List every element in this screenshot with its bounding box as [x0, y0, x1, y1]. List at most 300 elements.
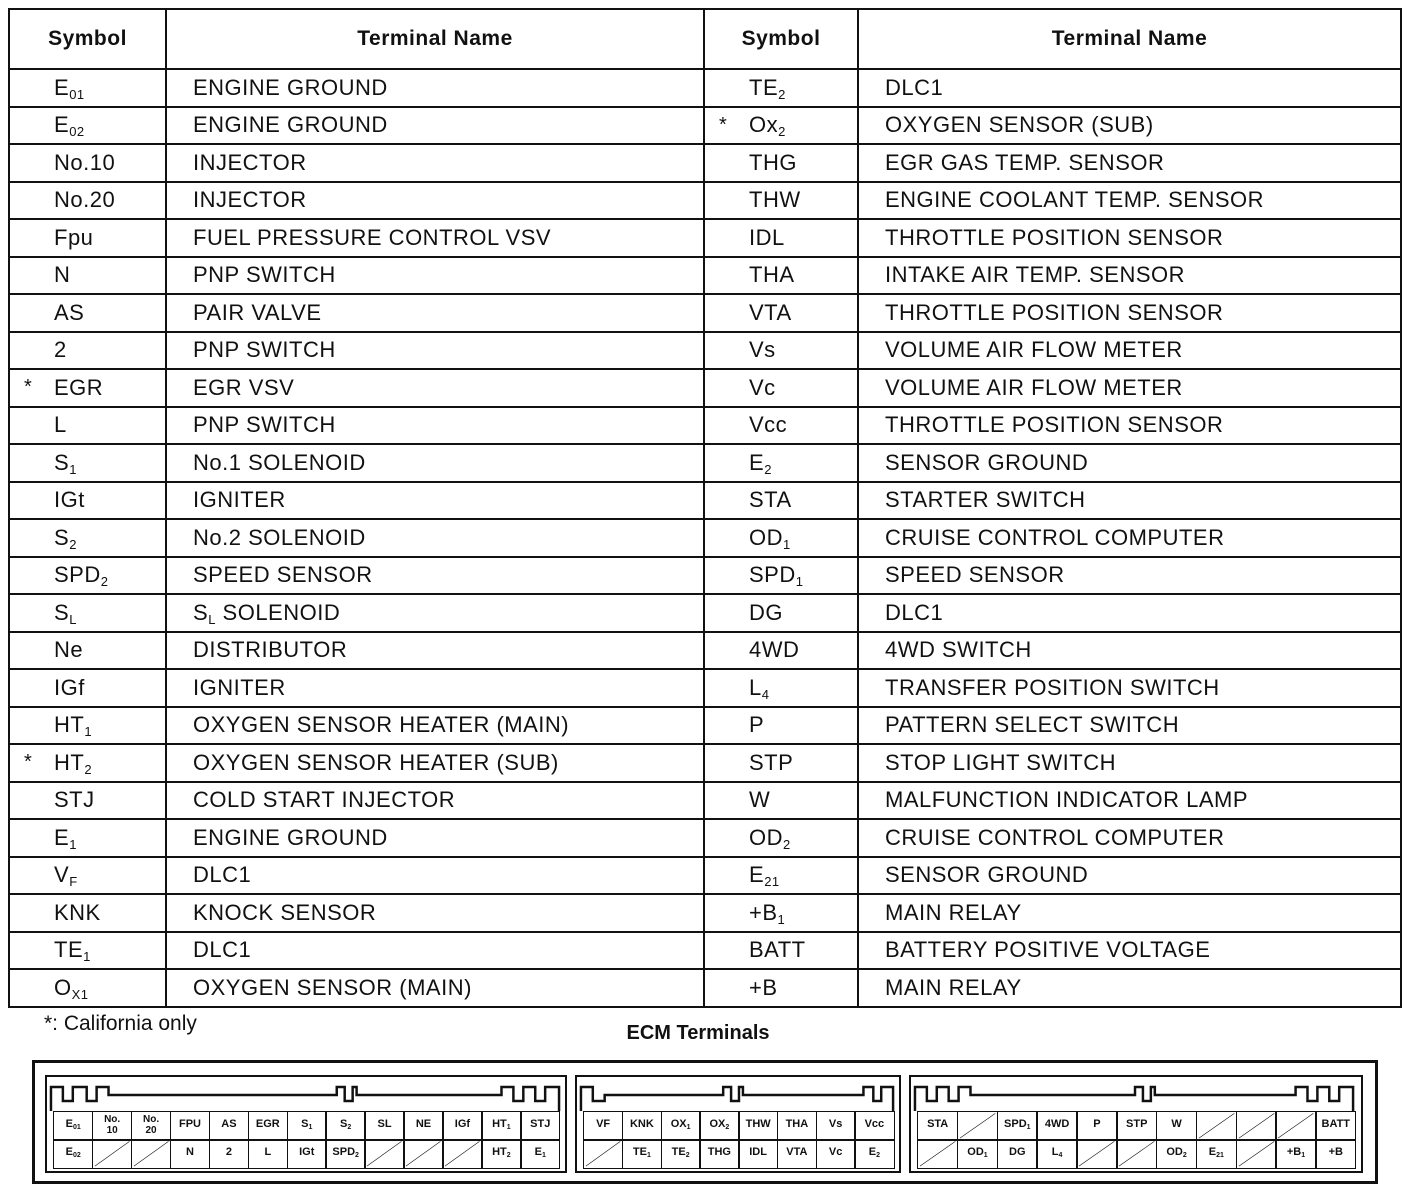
- symbol-text: S: [54, 599, 70, 625]
- terminal-label-subscript: 1: [983, 1152, 988, 1159]
- terminal-name-cell: INTAKE AIR TEMP. SENSOR: [858, 257, 1401, 295]
- terminal-name-cell: DLC1: [858, 594, 1401, 632]
- terminal-cell: [661, 1111, 701, 1141]
- symbol-subscript: 1: [777, 911, 786, 927]
- terminal-name-cell: KNOCK SENSOR: [166, 894, 704, 932]
- table-row: [9, 257, 1401, 295]
- symbol-subscript: 1: [795, 574, 804, 590]
- terminal-name-cell: VOLUME AIR FLOW METER: [858, 332, 1401, 370]
- symbol-cell: [9, 257, 166, 295]
- terminal-cell: [481, 1139, 521, 1169]
- connector-key-outline: [911, 1077, 1361, 1113]
- unused-slash-icon: [1237, 1112, 1276, 1140]
- header-terminal-name-right: Terminal Name: [858, 9, 1401, 69]
- terminal-label: Vs: [828, 1118, 843, 1130]
- terminal-cell: [287, 1111, 327, 1141]
- symbol-subscript: 1: [69, 836, 77, 852]
- symbol-text: E: [54, 824, 70, 850]
- unused-terminal-cell: [1076, 1139, 1117, 1169]
- symbol-text: Vc: [749, 374, 776, 400]
- symbol-text: STA: [749, 487, 792, 513]
- terminal-label: S: [340, 1118, 348, 1130]
- terminal-label: No.: [143, 1114, 160, 1125]
- symbol-text: HT: [54, 712, 85, 738]
- connector-top-row: [583, 1111, 893, 1139]
- terminal-name-cell: MALFUNCTION INDICATOR LAMP: [858, 782, 1401, 820]
- symbol-text: DG: [749, 599, 783, 625]
- terminal-label: STP: [1126, 1118, 1148, 1130]
- symbol-cell: [9, 332, 166, 370]
- terminal-cell: [520, 1111, 560, 1141]
- terminal-label: 2: [225, 1146, 232, 1158]
- terminal-cell: [997, 1139, 1038, 1169]
- symbol-subscript: 02: [69, 124, 85, 140]
- table-row: [9, 819, 1401, 857]
- terminal-cell: [917, 1111, 958, 1141]
- table-row: [9, 294, 1401, 332]
- terminal-name-cell: PNP SWITCH: [166, 257, 704, 295]
- terminal-label: THA: [785, 1118, 809, 1130]
- terminal-label-line2: 20: [145, 1125, 157, 1136]
- terminal-cell: [816, 1139, 856, 1169]
- terminal-label: +B: [1328, 1146, 1343, 1158]
- unused-slash-icon: [443, 1140, 481, 1168]
- table-row: [9, 69, 1401, 107]
- terminal-name-cell: STOP LIGHT SWITCH: [858, 744, 1401, 782]
- name-text: SOLENOID: [215, 599, 341, 625]
- terminal-label: E: [1208, 1146, 1217, 1158]
- terminal-cell: [1156, 1139, 1197, 1169]
- terminal-cell: [170, 1139, 210, 1169]
- symbol-cell: [9, 894, 166, 932]
- terminal-label: FPU: [178, 1118, 201, 1130]
- terminal-label: E: [65, 1146, 73, 1158]
- symbol-text: OD: [749, 524, 783, 550]
- terminal-label: IGf: [454, 1118, 471, 1130]
- symbol-cell: [9, 632, 166, 670]
- unused-slash-icon: [1077, 1140, 1116, 1168]
- terminal-label-subscript: 1: [308, 1124, 313, 1131]
- symbol-cell: [9, 444, 166, 482]
- terminal-cell: [53, 1111, 93, 1141]
- symbol-text: SPD: [54, 562, 101, 588]
- terminal-name-cell: DLC1: [166, 857, 704, 895]
- symbol-cell: [704, 107, 858, 145]
- symbol-cell: [9, 144, 166, 182]
- california-only-marker: *: [24, 751, 33, 773]
- unused-slash-icon: [404, 1140, 442, 1168]
- terminal-label: HT: [492, 1146, 507, 1158]
- terminal-cell: [738, 1139, 778, 1169]
- terminal-label: E: [868, 1146, 877, 1158]
- terminal-label: VTA: [786, 1146, 808, 1158]
- terminal-label: OD: [967, 1146, 984, 1158]
- symbol-text: IGf: [54, 674, 85, 700]
- symbol-cell: [9, 107, 166, 145]
- table-row: [9, 669, 1401, 707]
- terminal-cell: [209, 1139, 249, 1169]
- symbol-text: THG: [749, 149, 797, 175]
- symbol-cell: [9, 219, 166, 257]
- terminal-label: P: [1093, 1118, 1101, 1130]
- unused-slash-icon: [1197, 1112, 1236, 1140]
- terminal-name-cell: IGNITER: [166, 482, 704, 520]
- symbol-cell: [704, 857, 858, 895]
- terminal-cell: [997, 1111, 1038, 1141]
- symbol-text: No.20: [54, 187, 116, 213]
- terminal-name-cell: PNP SWITCH: [166, 332, 704, 370]
- terminal-cell: [777, 1111, 817, 1141]
- symbol-subscript: 2: [764, 461, 772, 477]
- symbol-text: No.10: [54, 149, 116, 175]
- symbol-text: IDL: [749, 224, 785, 250]
- terminal-cell: [1036, 1139, 1077, 1169]
- symbol-cell: [704, 294, 858, 332]
- connector-key-shape: [577, 1077, 899, 1113]
- terminal-label: THG: [707, 1146, 731, 1158]
- ecm-connector-diagram: [32, 1060, 1378, 1184]
- symbol-cell: [704, 482, 858, 520]
- symbol-cell: [704, 257, 858, 295]
- symbol-cell: [9, 669, 166, 707]
- terminal-label-subscript: 1: [1301, 1152, 1306, 1159]
- unused-terminal-cell: [403, 1139, 443, 1169]
- symbol-text: O: [54, 974, 72, 1000]
- terminal-name-cell: FUEL PRESSURE CONTROL VSV: [166, 219, 704, 257]
- terminal-label: KNK: [629, 1118, 654, 1130]
- terminal-label: Vc: [828, 1146, 843, 1158]
- symbol-text: THW: [749, 187, 801, 213]
- terminal-label-subscript: 2: [685, 1152, 690, 1159]
- terminal-label: AS: [221, 1118, 237, 1130]
- symbol-cell: [704, 369, 858, 407]
- symbol-text: EGR: [54, 374, 104, 400]
- symbol-text: S: [193, 599, 209, 625]
- terminal-name-cell: CRUISE CONTROL COMPUTER: [858, 519, 1401, 557]
- terminal-label: OX: [709, 1118, 726, 1130]
- symbol-cell: [704, 744, 858, 782]
- terminal-label-subscript: 1: [541, 1152, 546, 1159]
- symbol-subscript: 1: [69, 461, 77, 477]
- symbol-subscript: X1: [71, 986, 89, 1002]
- terminal-cell: [403, 1111, 443, 1141]
- terminal-name-cell: ENGINE COOLANT TEMP. SENSOR: [858, 182, 1401, 220]
- table-row: [9, 857, 1401, 895]
- terminal-label: W: [1171, 1118, 1182, 1130]
- header-symbol-left: Symbol: [9, 9, 166, 69]
- unused-slash-icon: [918, 1140, 957, 1168]
- connector-cells: [583, 1111, 893, 1167]
- symbol-text: STP: [749, 749, 794, 775]
- unused-slash-icon: [1117, 1140, 1156, 1168]
- connector-bottom-row: [53, 1139, 559, 1167]
- symbol-text: +B: [749, 899, 778, 925]
- terminal-label: L: [1051, 1146, 1059, 1158]
- terminal-cell: [442, 1111, 482, 1141]
- symbol-cell: [704, 932, 858, 970]
- terminal-name-cell: EGR GAS TEMP. SENSOR: [858, 144, 1401, 182]
- symbol-cell: [9, 294, 166, 332]
- terminal-cell: [481, 1111, 521, 1141]
- unused-terminal-cell: [1236, 1111, 1277, 1141]
- header-symbol-right: Symbol: [704, 9, 858, 69]
- symbol-cell: [704, 707, 858, 745]
- unused-terminal-cell: [583, 1139, 623, 1169]
- symbol-text: P: [749, 712, 765, 738]
- connector-block-a: [45, 1075, 567, 1173]
- terminal-cell: [622, 1111, 662, 1141]
- symbol-cell: [9, 744, 166, 782]
- terminal-cell: [1076, 1111, 1117, 1141]
- terminal-name-cell: ENGINE GROUND: [166, 69, 704, 107]
- table-row: [9, 632, 1401, 670]
- symbol-cell: [9, 182, 166, 220]
- terminal-cell: [170, 1111, 210, 1141]
- symbol-text: L: [749, 674, 762, 700]
- terminal-cell: [1116, 1111, 1157, 1141]
- terminal-label: Vcc: [864, 1118, 885, 1130]
- symbol-cell: [9, 819, 166, 857]
- terminal-label: SL: [377, 1118, 392, 1130]
- symbol-text: Ox: [749, 112, 779, 138]
- terminal-name-cell: PATTERN SELECT SWITCH: [858, 707, 1401, 745]
- terminal-cell: [738, 1111, 778, 1141]
- terminal-name-cell: OXYGEN SENSOR (SUB): [858, 107, 1401, 145]
- terminal-label: +B: [1286, 1146, 1302, 1158]
- symbol-cell: [704, 332, 858, 370]
- terminal-name-cell: CRUISE CONTROL COMPUTER: [858, 819, 1401, 857]
- connector-top-row: [53, 1111, 559, 1139]
- symbol-cell: [704, 444, 858, 482]
- symbol-text: E: [749, 449, 765, 475]
- symbol-cell: [9, 69, 166, 107]
- symbol-text: E: [54, 74, 70, 100]
- symbol-subscript: 2: [84, 761, 93, 777]
- unused-terminal-cell: [917, 1139, 958, 1169]
- unused-terminal-cell: [442, 1139, 482, 1169]
- symbol-cell: [9, 707, 166, 745]
- terminal-cell: [131, 1111, 171, 1141]
- symbol-text: VTA: [749, 299, 792, 325]
- terminal-name-cell: SPEED SENSOR: [166, 557, 704, 595]
- terminal-cell: [699, 1139, 739, 1169]
- terminal-name-cell: SENSOR GROUND: [858, 857, 1401, 895]
- unused-terminal-cell: [1196, 1111, 1237, 1141]
- symbol-subscript: 1: [84, 724, 93, 740]
- symbol-cell: [704, 632, 858, 670]
- connector-key-shape: [47, 1077, 565, 1113]
- terminal-label: N: [186, 1146, 194, 1158]
- terminal-label-subscript: 2: [876, 1152, 880, 1159]
- terminal-label-subscript: 1: [1026, 1124, 1031, 1131]
- california-only-marker: *: [719, 113, 728, 136]
- terminal-cell: [248, 1111, 288, 1141]
- symbol-text: TE: [749, 74, 779, 100]
- table-row: [9, 594, 1401, 632]
- terminal-name-cell: MAIN RELAY: [858, 969, 1401, 1007]
- table-row: [9, 782, 1401, 820]
- terminal-cell: [325, 1139, 365, 1169]
- terminal-cell: [583, 1111, 623, 1141]
- terminal-label: 4WD: [1044, 1118, 1070, 1130]
- connector-cells: [53, 1111, 559, 1167]
- unused-terminal-cell: [92, 1139, 132, 1169]
- symbol-cell: [704, 69, 858, 107]
- symbol-subscript: 2: [69, 536, 77, 552]
- table-row: [9, 332, 1401, 370]
- symbol-text: STJ: [54, 787, 95, 813]
- unused-terminal-cell: [957, 1111, 998, 1141]
- terminal-cell: [1315, 1139, 1356, 1169]
- terminal-label: IDL: [749, 1146, 767, 1158]
- symbol-cell: [704, 219, 858, 257]
- connector-bottom-row: [583, 1139, 893, 1167]
- unused-slash-icon: [93, 1140, 131, 1168]
- header-row: [9, 9, 1401, 69]
- terminal-name-cell: PAIR VALVE: [166, 294, 704, 332]
- terminal-name-cell: DLC1: [858, 69, 1401, 107]
- symbol-text: OD: [749, 824, 783, 850]
- symbol-text: BATT: [749, 937, 806, 963]
- terminal-label-subscript: 4: [1058, 1152, 1063, 1159]
- terminal-label: TE: [632, 1146, 647, 1158]
- terminal-cell: [854, 1111, 894, 1141]
- symbol-text: AS: [54, 299, 85, 325]
- symbol-cell: [9, 782, 166, 820]
- terminal-label: STJ: [530, 1118, 551, 1130]
- terminal-name-cell: ENGINE GROUND: [166, 819, 704, 857]
- symbol-cell: [704, 594, 858, 632]
- table-row: [9, 407, 1401, 445]
- table-row: [9, 969, 1401, 1007]
- terminal-cell: [661, 1139, 701, 1169]
- terminal-cell: [325, 1111, 365, 1141]
- terminal-name-cell: INJECTOR: [166, 182, 704, 220]
- terminal-label: BATT: [1321, 1118, 1351, 1130]
- symbol-text: IGt: [54, 487, 85, 513]
- terminal-name-cell: MAIN RELAY: [858, 894, 1401, 932]
- terminal-name-cell: THROTTLE POSITION SENSOR: [858, 219, 1401, 257]
- symbol-cell: [9, 482, 166, 520]
- symbol-subscript: 2: [783, 836, 791, 852]
- terminal-label: SPD: [1004, 1118, 1027, 1130]
- symbol-text: Vs: [749, 337, 776, 363]
- terminal-label-subscript: 2: [355, 1152, 359, 1159]
- terminal-name-cell: [166, 594, 704, 632]
- terminal-label-subscript: 1: [686, 1124, 691, 1131]
- terminal-name-cell: No.2 SOLENOID: [166, 519, 704, 557]
- terminal-cell: [854, 1139, 894, 1169]
- table-row: [9, 557, 1401, 595]
- symbol-subscript: 01: [69, 86, 85, 102]
- symbol-cell: [9, 969, 166, 1007]
- symbol-cell: [704, 519, 858, 557]
- terminal-label: L: [264, 1146, 272, 1158]
- terminal-label: HT: [492, 1118, 507, 1130]
- unused-terminal-cell: [1236, 1139, 1277, 1169]
- symbol-text: SPD: [749, 562, 796, 588]
- table-body: [9, 69, 1401, 1007]
- symbol-text: S: [54, 524, 70, 550]
- terminal-cell: [1036, 1111, 1077, 1141]
- symbol-cell: [704, 782, 858, 820]
- footnote: *: California only: [44, 1012, 197, 1035]
- table-row: [9, 144, 1401, 182]
- terminal-label-subscript: 21: [1216, 1152, 1224, 1159]
- connector-block-c: [909, 1075, 1363, 1173]
- table-header: [9, 9, 1401, 69]
- symbol-cell: [9, 519, 166, 557]
- terminal-name-cell: No.1 SOLENOID: [166, 444, 704, 482]
- terminal-name-cell: VOLUME AIR FLOW METER: [858, 369, 1401, 407]
- terminal-name-cell: THROTTLE POSITION SENSOR: [858, 294, 1401, 332]
- symbol-text: E: [54, 112, 70, 138]
- terminal-label: E: [65, 1118, 73, 1130]
- terminal-label: IGt: [299, 1146, 315, 1158]
- symbol-subscript: L: [208, 611, 216, 627]
- terminal-cell: [1275, 1139, 1316, 1169]
- terminal-cell: [92, 1111, 132, 1141]
- terminal-label-subscript: 2: [725, 1124, 730, 1131]
- terminal-cell: [248, 1139, 288, 1169]
- symbol-text: +B: [749, 974, 778, 1000]
- california-only-marker: *: [24, 376, 33, 398]
- terminal-label-subscript: 02: [72, 1152, 81, 1159]
- unused-terminal-cell: [1275, 1111, 1316, 1141]
- terminal-label: STA: [927, 1118, 949, 1130]
- symbol-text: E: [749, 862, 765, 888]
- terminal-cell: [957, 1139, 998, 1169]
- symbol-cell: [704, 182, 858, 220]
- terminal-label: OX: [670, 1118, 687, 1130]
- terminal-cell: [520, 1139, 560, 1169]
- symbol-text: S: [54, 449, 70, 475]
- symbol-text: Vcc: [749, 412, 788, 438]
- terminal-name-cell: ENGINE GROUND: [166, 107, 704, 145]
- terminal-cell: [1315, 1111, 1356, 1141]
- terminal-name-cell: INJECTOR: [166, 144, 704, 182]
- terminal-cell: [699, 1111, 739, 1141]
- symbol-text: L: [54, 412, 67, 438]
- symbol-text: KNK: [54, 899, 101, 925]
- connector-bottom-row: [917, 1139, 1355, 1167]
- unused-slash-icon: [584, 1140, 622, 1168]
- symbol-text: Ne: [54, 637, 84, 663]
- symbol-text: THA: [749, 262, 795, 288]
- connector-top-row: [917, 1111, 1355, 1139]
- terminal-label-subscript: 1: [506, 1124, 511, 1131]
- symbol-subscript: L: [69, 611, 77, 627]
- connector-cells: [917, 1111, 1355, 1167]
- table-row: [9, 932, 1401, 970]
- terminal-label-subscript: 2: [506, 1152, 511, 1159]
- terminal-label: TE: [671, 1146, 686, 1158]
- terminal-label: S: [301, 1118, 309, 1130]
- terminal-label: DG: [1009, 1146, 1026, 1158]
- terminal-label: NE: [415, 1118, 432, 1130]
- terminal-name-cell: TRANSFER POSITION SWITCH: [858, 669, 1401, 707]
- terminal-name-cell: DLC1: [166, 932, 704, 970]
- terminal-name-cell: EGR VSV: [166, 369, 704, 407]
- terminal-label-subscript: 1: [646, 1152, 651, 1159]
- terminal-cell: [364, 1111, 404, 1141]
- symbol-cell: [704, 407, 858, 445]
- terminal-cell: [53, 1139, 93, 1169]
- symbol-subscript: 2: [778, 86, 786, 102]
- table-row: [9, 182, 1401, 220]
- symbol-cell: [704, 894, 858, 932]
- table-row: [9, 369, 1401, 407]
